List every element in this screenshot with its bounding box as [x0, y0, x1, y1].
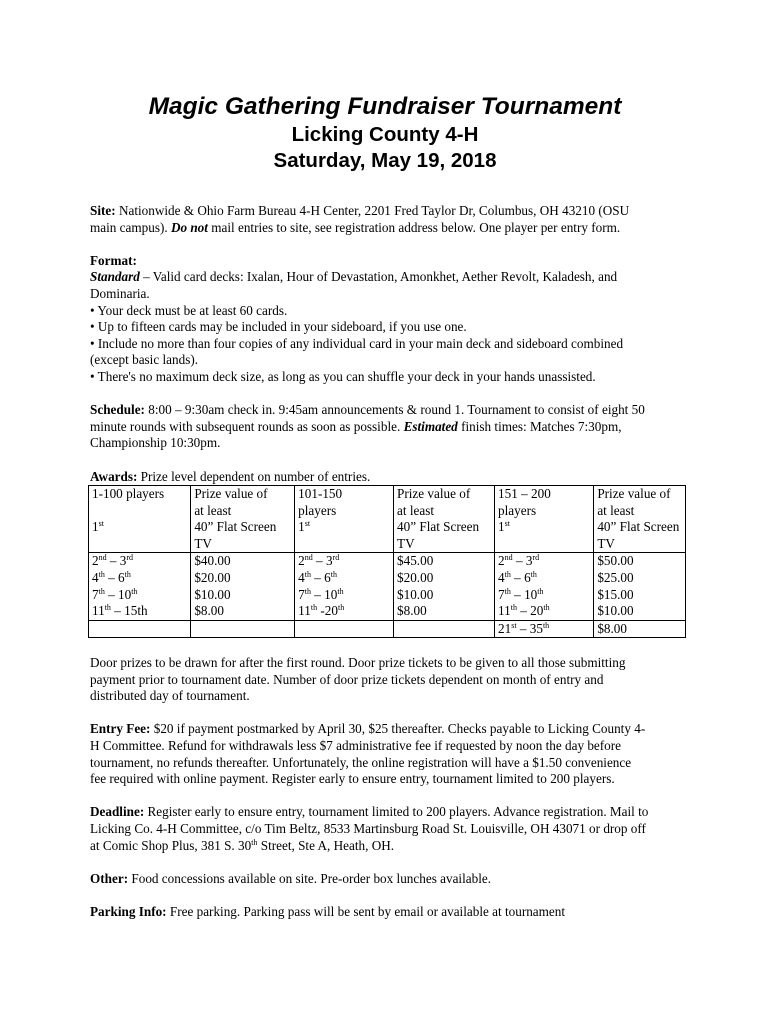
table-cell — [191, 620, 295, 638]
format-rule: • Up to fifteen cards may be included in your sideboard, if you use one. — [90, 319, 467, 335]
awards-intro: Prize level dependent on number of entries. — [137, 468, 371, 484]
schedule-paragraph — [90, 402, 690, 419]
standard-label: Standard — [90, 269, 140, 285]
place-label: 4th – 6th — [498, 570, 537, 586]
table-cell — [495, 553, 594, 620]
other-paragraph — [90, 871, 690, 888]
awards-paragraph — [90, 469, 690, 486]
prize-value: $20.00 — [194, 570, 231, 586]
place-label: 1st — [498, 519, 510, 535]
prize-value: TV — [194, 535, 212, 551]
place-label: 1st — [92, 519, 104, 535]
table-cell — [394, 553, 495, 620]
place-label: 4th – 6th — [92, 570, 131, 586]
group-header: 1-100 players — [92, 486, 165, 502]
site-paragraph-2 — [90, 220, 690, 237]
prize-value: 40” Flat Screen — [194, 519, 277, 535]
awards-label: Awards: — [90, 468, 138, 484]
table-cell — [191, 486, 295, 553]
prize-value: $45.00 — [397, 553, 434, 569]
prize-value: $10.00 — [597, 603, 634, 619]
group-header: players — [298, 502, 337, 518]
document-title: Magic Gathering Fundraiser Tournament — [148, 93, 622, 120]
site-text-2: main campus). — [90, 219, 171, 235]
place-label: 2nd – 3rd — [298, 553, 340, 569]
schedule-line-2b: finish times: Matches 7:30pm, — [457, 418, 622, 434]
other-label: Other: — [90, 870, 129, 886]
prize-value: $8.00 — [397, 603, 427, 619]
place-label: 11th – 20th — [498, 603, 550, 619]
site-emphasis: Do not — [170, 219, 208, 235]
table-row — [89, 620, 686, 638]
table-row — [89, 486, 686, 553]
table-cell — [394, 486, 495, 553]
deadline-line-2: Licking Co. 4-H Committee, c/o Tim Beltz, 8533 Martinsburg Road St. Louisville, OH 43071 or drop off — [90, 820, 646, 836]
schedule-label: Schedule: — [90, 402, 145, 418]
deadline-line-3: at Comic Shop Plus, 381 S. 30th Street, Ste A, Heath, OH. — [90, 837, 395, 853]
deadline-line-1: Register early to ensure entry, tournament limited to 200 players. Advance registration. Mail to — [144, 804, 649, 820]
table-cell — [89, 620, 191, 638]
awards-table — [88, 485, 686, 638]
format-line-2: Dominaria. — [90, 285, 150, 301]
table-cell — [89, 553, 191, 620]
other-text: Food concessions available on site. Pre-order box lunches available. — [128, 870, 492, 886]
table-cell — [594, 553, 686, 620]
deadline-label: Deadline: — [90, 804, 145, 820]
title-block — [0, 92, 770, 174]
prize-header: at least — [597, 502, 635, 518]
prize-value: $20.00 — [397, 570, 434, 586]
table-cell — [594, 486, 686, 553]
fee-line-1: $20 if payment postmarked by April 30, $25 thereafter. Checks payable to Licking County 4- — [150, 721, 646, 737]
table-cell — [295, 620, 394, 638]
schedule-paragraph-2 — [90, 419, 690, 436]
format-label: Format: — [90, 252, 137, 268]
door-prize-line: distributed day of tournament. — [90, 688, 250, 704]
schedule-emphasis: Estimated — [403, 418, 458, 434]
door-prize-line: payment prior to tournament date. Number of door prize tickets dependent on month of entry and — [90, 671, 604, 687]
table-cell — [191, 553, 295, 620]
fee-line: H Committee. Refund for withdrawals less $7 administrative fee if requested by noon the day before — [90, 738, 622, 753]
place-label: 2nd – 3rd — [92, 553, 134, 569]
prize-header: at least — [397, 502, 434, 518]
site-text-3: mail entries to site, see registration address below. One player per entry form. — [207, 219, 621, 235]
table-cell — [495, 486, 594, 553]
table-cell — [295, 486, 394, 553]
prize-header: at least — [194, 502, 232, 518]
table-cell — [295, 553, 394, 620]
fee-line: tournament, no refunds thereafter. Unfortunately, the online registration will have a $1.50 convenience — [90, 754, 632, 770]
place-label: 7th – 10th — [298, 586, 344, 602]
prize-header: Prize value of — [194, 486, 268, 502]
schedule-line-1: 8:00 – 9:30am check in. 9:45am announcements & round 1. Tournament to consist of eight 50 — [144, 402, 645, 418]
parking-paragraph — [90, 904, 690, 921]
schedule-line-2a: minute rounds with subsequent rounds as soon as possible. — [90, 418, 404, 434]
fee-paragraph — [90, 721, 690, 738]
schedule-line-3: Championship 10:30pm. — [90, 435, 221, 451]
prize-value: $25.00 — [597, 570, 634, 586]
prize-value: $8.00 — [597, 620, 627, 636]
prize-value: 40” Flat Screen — [597, 519, 680, 535]
format-line-1: – Valid card decks: Ixalan, Hour of Devastation, Amonkhet, Aether Revolt, Kaladesh, and — [139, 269, 618, 285]
prize-value: $8.00 — [194, 603, 224, 619]
prize-value: 40” Flat Screen — [397, 519, 480, 535]
place-label: 11th – 15th — [92, 603, 148, 619]
fee-label: Entry Fee: — [90, 721, 151, 737]
prize-value: TV — [397, 535, 415, 551]
site-label: Site: — [90, 203, 116, 218]
prize-value: $15.00 — [597, 586, 634, 602]
site-paragraph — [90, 203, 690, 220]
format-rule: • Your deck must be at least 60 cards. — [90, 302, 288, 318]
prize-value: TV — [597, 535, 615, 551]
place-label: 4th – 6th — [298, 570, 337, 586]
format-rule: • There's no maximum deck size, as long as you can shuffle your deck in your hands unassisted. — [90, 368, 596, 384]
event-date: Saturday, May 19, 2018 — [273, 149, 497, 172]
format-heading — [90, 253, 690, 270]
place-label: 2nd – 3rd — [498, 553, 540, 569]
prize-header: Prize value of — [397, 486, 471, 502]
format-standard — [90, 269, 690, 286]
group-header: 151 – 200 — [498, 486, 551, 502]
organization-name: Licking County 4-H — [291, 123, 479, 146]
place-label: 7th – 10th — [498, 586, 544, 602]
document-body — [90, 203, 690, 921]
format-rule: • Include no more than four copies of any individual card in your main deck and sideboard combined — [90, 335, 624, 351]
door-prize-line: Door prizes to be drawn for after the first round. Door prize tickets to be given to all those submitting — [90, 655, 626, 671]
table-cell — [89, 486, 191, 553]
prize-header: Prize value of — [597, 486, 671, 502]
deadline-paragraph — [90, 804, 690, 821]
place-label: 21st – 35th — [498, 620, 550, 636]
table-cell — [495, 620, 594, 638]
place-label: 11th -20th — [298, 603, 345, 619]
parking-label: Parking Info: — [90, 903, 167, 919]
parking-text: Free parking. Parking pass will be sent by email or available at tournament — [166, 903, 566, 919]
prize-value: $10.00 — [397, 586, 434, 602]
prize-value: $40.00 — [194, 553, 231, 569]
place-label: 7th – 10th — [92, 586, 138, 602]
site-text-1: Nationwide & Ohio Farm Bureau 4-H Center, 2201 Fred Taylor Dr, Columbus, OH 43210 (OSU — [115, 203, 630, 218]
group-header: 101-150 — [298, 486, 343, 502]
prize-value: $50.00 — [597, 553, 634, 569]
prize-value: $10.00 — [194, 586, 231, 602]
table-row — [89, 553, 686, 620]
table-cell — [594, 620, 686, 638]
table-cell — [394, 620, 495, 638]
place-label: 1st — [298, 519, 311, 535]
format-rule: (except basic lands). — [90, 352, 199, 368]
fee-line: fee required with online payment. Register early to ensure entry, tournament limited to 200 players. — [90, 771, 615, 787]
group-header: players — [498, 502, 537, 518]
